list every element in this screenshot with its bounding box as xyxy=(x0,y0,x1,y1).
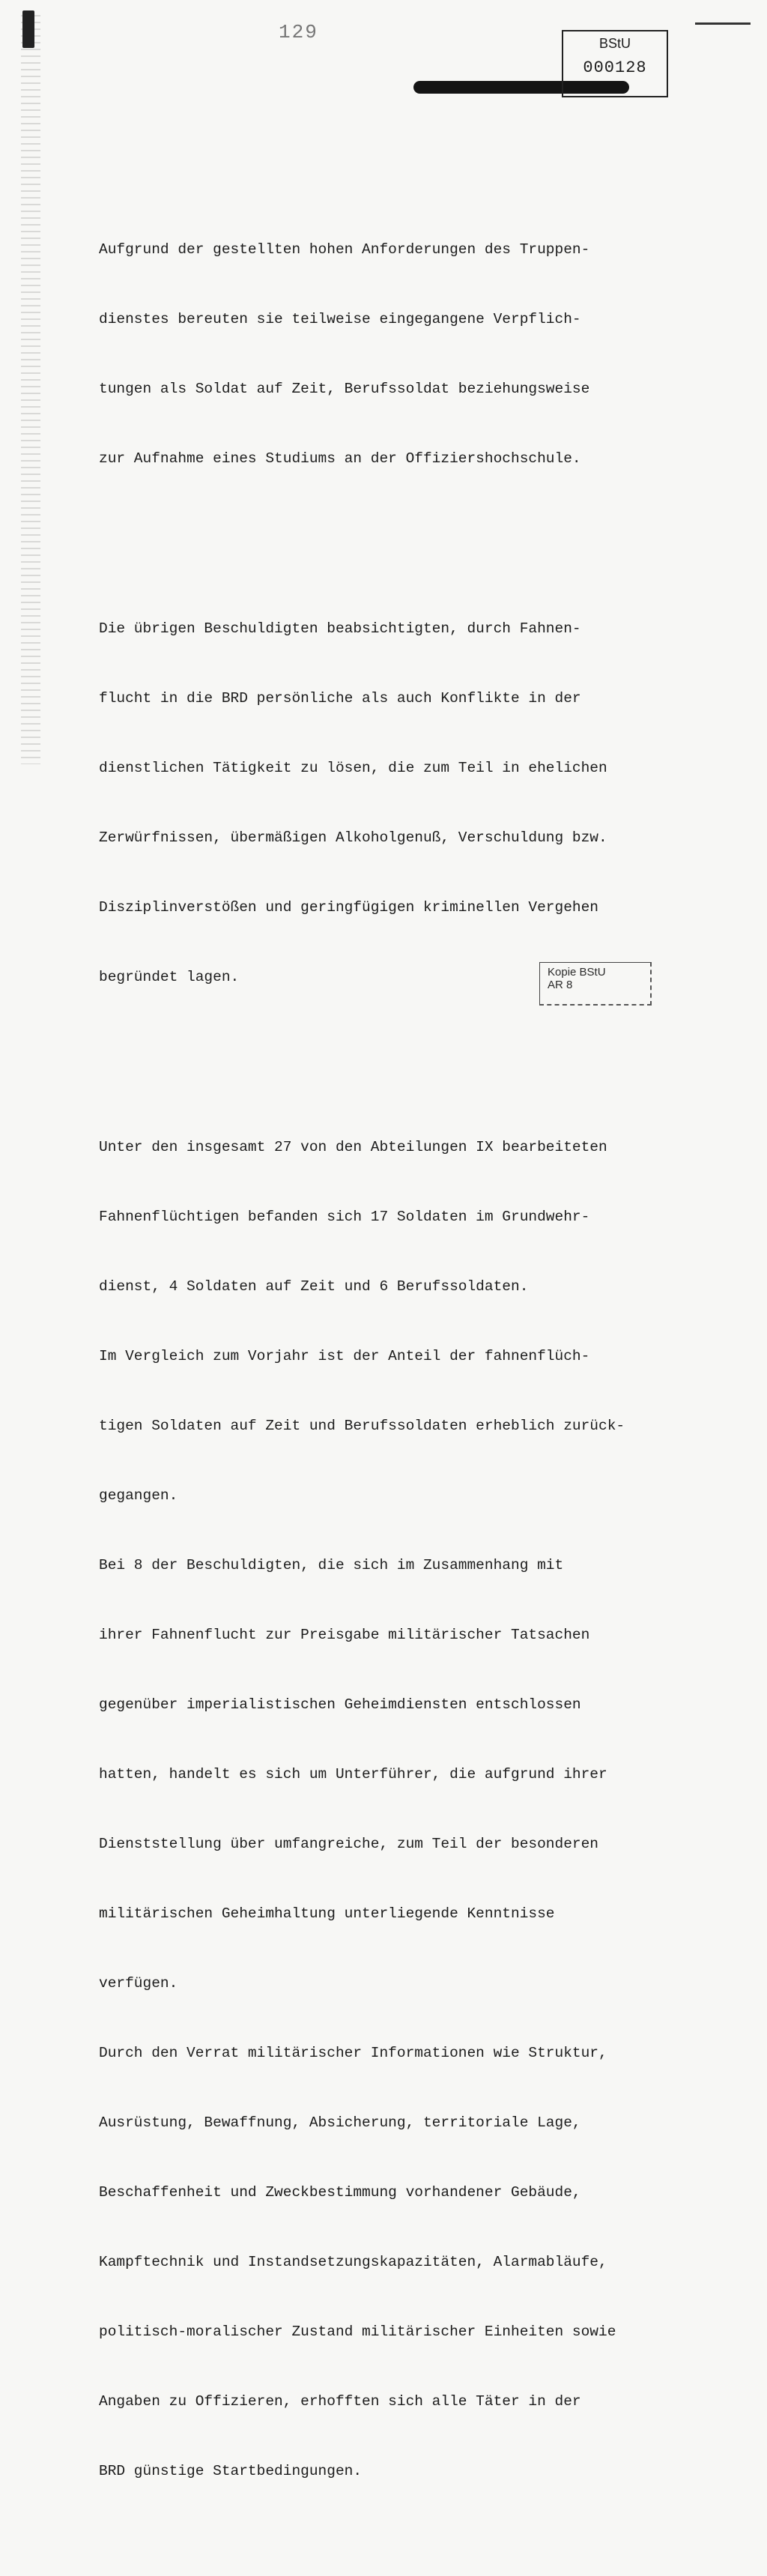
text-line: Bei 8 der Beschuldigten, die sich im Zusammenhang mit xyxy=(99,1557,564,1573)
text-line: Kampftechnik und Instandsetzungskapazitäten, Alarmabläufe, xyxy=(99,2254,607,2270)
text-line: ihrer Fahnenflucht zur Preisgabe militärischer Tatsachen xyxy=(99,1627,590,1643)
text-line: gegenüber imperialistischen Geheimdiensten entschlossen xyxy=(99,1696,581,1713)
text-line: Disziplinverstößen und geringfügigen kriminellen Vergehen xyxy=(99,899,599,916)
paragraph xyxy=(99,192,668,517)
copy-stamp-line: Kopie BStU xyxy=(548,966,606,979)
copier-top-line xyxy=(695,22,751,25)
body-text xyxy=(99,145,668,2576)
text-line: BRD günstige Startbedingungen. xyxy=(99,2463,363,2479)
text-line: Unter den insgesamt 27 von den Abteilungen IX bearbeiteten xyxy=(99,1139,607,1155)
text-line: verfügen. xyxy=(99,1975,178,1992)
text-line: tungen als Soldat auf Zeit, Berufssoldat beziehungsweise xyxy=(99,381,590,397)
text-line: Ausrüstung, Bewaffnung, Absicherung, territoriale Lage, xyxy=(99,2114,581,2131)
text-line: Zerwürfnissen, übermäßigen Alkoholgenuß, Verschuldung bzw. xyxy=(99,829,607,846)
text-line: gegangen. xyxy=(99,1487,178,1504)
text-line: zur Aufnahme eines Studiums an der Offiziershochschule. xyxy=(99,450,581,467)
text-line: Die übrigen Beschuldigten beabsichtigten, durch Fahnen- xyxy=(99,620,581,637)
archive-stamp-org: BStU xyxy=(598,36,631,51)
text-line: dienstlichen Tätigkeit zu lösen, die zum Teil in ehelichen xyxy=(99,760,607,776)
text-line: dienstes bereuten sie teilweise eingegangene Verpflich- xyxy=(99,311,581,327)
paragraph xyxy=(99,1089,668,2530)
archive-stamp xyxy=(562,30,668,97)
copier-edge-noise xyxy=(21,15,40,764)
text-line: Fahnenflüchtigen befanden sich 17 Soldaten im Grundwehr- xyxy=(99,1209,590,1225)
copy-stamp xyxy=(539,962,652,1006)
text-line: tigen Soldaten auf Zeit und Berufssoldaten erheblich zurück- xyxy=(99,1418,625,1434)
copier-edge-mark xyxy=(22,10,34,48)
text-line: Beschaffenheit und Zweckbestimmung vorhandener Gebäude, xyxy=(99,2184,581,2201)
copy-stamp-line: AR 8 xyxy=(548,979,573,991)
text-line: militärischen Geheimhaltung unterliegende Kenntnisse xyxy=(99,1905,555,1922)
text-line: politisch-moralischer Zustand militärischer Einheiten sowie xyxy=(99,2323,616,2340)
page-number: 129 xyxy=(279,21,318,43)
text-line: Aufgrund der gestellten hohen Anforderungen des Truppen- xyxy=(99,241,590,258)
text-line: Im Vergleich zum Vorjahr ist der Anteil der fahnenflüch- xyxy=(99,1348,590,1364)
text-line: Dienststellung über umfangreiche, zum Teil der besonderen xyxy=(99,1836,599,1852)
text-line: hatten, handelt es sich um Unterführer, die aufgrund ihrer xyxy=(99,1766,607,1783)
text-line: Durch den Verrat militärischer Informationen wie Struktur, xyxy=(99,2045,607,2061)
text-line: begründet lagen. xyxy=(99,969,240,985)
archive-stamp-number: 000128 xyxy=(583,58,647,77)
text-line: flucht in die BRD persönliche als auch Konflikte in der xyxy=(99,690,581,707)
text-line: dienst, 4 Soldaten auf Zeit und 6 Berufssoldaten. xyxy=(99,1278,529,1295)
text-line: Angaben zu Offizieren, erhofften sich alle Täter in der xyxy=(99,2393,581,2410)
